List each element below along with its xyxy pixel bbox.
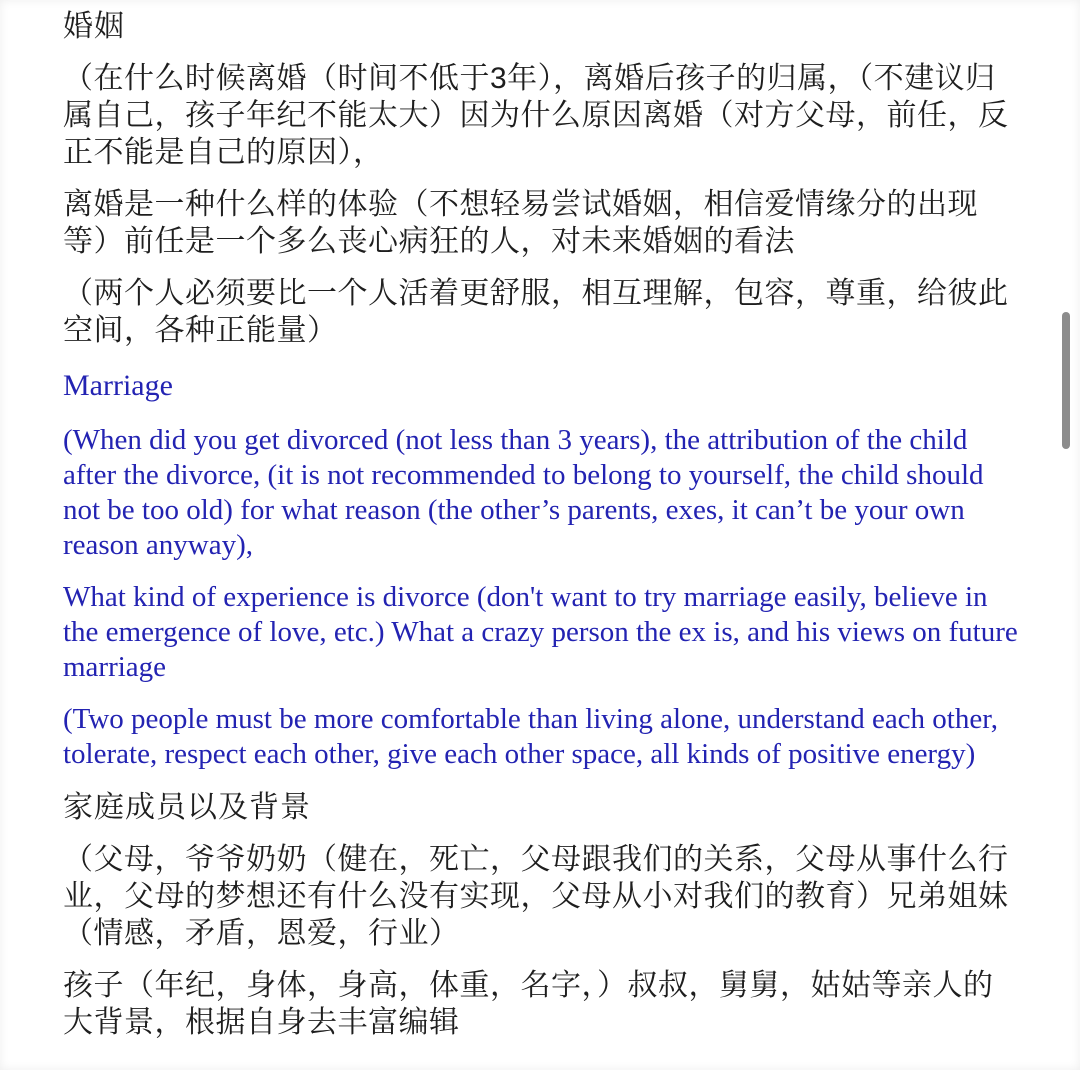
paragraph-zh-divorce-experience: 离婚是一种什么样的体验（不想轻易尝试婚姻，相信爱情缘分的出现等）前任是一个多么丧心病狂的人，对未来婚姻的看法 [63, 188, 978, 258]
paragraph-en-divorce-details: (When did you get divorced (not less than 3 years), the attribution of the child after the divorce, (it is not recommended to belong to yourself, the child should not be too old) for what reason (the other’s parents, exes, it can’t be your own reason anyway), [63, 424, 984, 561]
heading-marriage-en: Marriage [63, 369, 173, 402]
paragraph-zh-two-people: （两个人必须要比一个人活着更舒服，相互理解，包容，尊重，给彼此空间，各种正能量） [63, 277, 1009, 347]
paragraph-zh-children-relatives: 孩子（年纪，身体，身高，体重，名字，）叔叔，舅舅，姑姑等亲人的大背景，根据自身去丰富编辑 [63, 969, 994, 1039]
paragraph-en-divorce-experience: What kind of experience is divorce (don't want to try marriage easily, believe in the emergence of love, etc.) What a crazy person the ex is, and his views on future marriage [63, 581, 1018, 683]
heading-family-zh: 家庭成员以及背景 [63, 791, 311, 824]
paragraph-en-two-people: (Two people must be more comfortable than living alone, understand each other, tolerate, respect each other, give each other space, all kinds of positive energy) [63, 703, 998, 770]
paragraph-zh-family-background: （父母，爷爷奶奶（健在，死亡，父母跟我们的关系，父母从事什么行业，父母的梦想还有什么没有实现，父母从小对我们的教育）兄弟姐妹（情感，矛盾，恩爱，行业） [63, 843, 1009, 950]
paragraph-zh-divorce-details: （在什么时候离婚（时间不低于3年），离婚后孩子的归属，（不建议归属自己，孩子年纪不能太大）因为什么原因离婚（对方父母，前任，反正不能是自己的原因）， [63, 62, 1009, 169]
heading-marriage-zh: 婚姻 [63, 10, 125, 43]
document-page [63, 0, 1019, 1056]
scrollbar-thumb[interactable] [1062, 312, 1070, 449]
